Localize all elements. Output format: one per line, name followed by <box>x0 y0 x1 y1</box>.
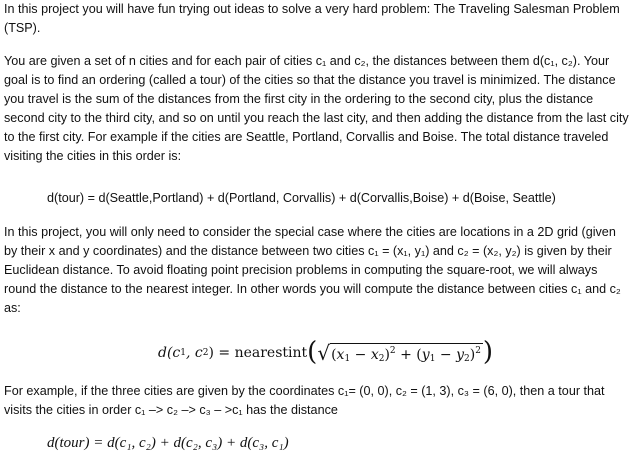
formula-lhs-close: ) <box>208 344 214 361</box>
term-y2-sub: 2 <box>463 353 470 364</box>
term-pow1: 2 <box>389 345 396 356</box>
term-x2-sub: 2 <box>378 353 385 364</box>
term-minus1: − <box>350 346 371 363</box>
problem-definition-paragraph: You are given a set of n cities and for each pair of cities c₁ and c₂, the distances between them d(c₁, c₂). Your goal is to find an ordering (called a tour) of the cities so that the distance you travel is minimized. The distance you travel is the sum of the distances from the first city in the ordering to the second city, plus the distance second city to the third city, and so on until you reach the last city, and then adding the distance from the last city to the first city. For example if the cities are Seattle, Portland, Corvallis and Boise. The total distance traveled visiting the cities in this order is: <box>4 54 629 163</box>
formula-lhs-d: d(c <box>158 344 181 361</box>
example-tour-equation: d(tour) = d(c₁, c₂) + d(c₂, c₃) + d(c₃, c₁) <box>47 435 289 451</box>
tour-distance-example-equation: d(tour) = d(Seattle,Portland) + d(Portland, Corvallis) + d(Corvallis,Boise) + d(Boise, Seattle) <box>47 191 556 205</box>
term-y2: y <box>456 346 464 363</box>
formula-open-paren: ( <box>307 337 318 367</box>
distance-formula: d(c 1 , c 2 ) = nearestint ( √ $(x_1 - x_2)^2 + (y_1 - y_2)^2$ ) <box>158 337 494 367</box>
sqrt-symbol: √ <box>317 340 331 365</box>
formula-close-paren: ) <box>482 337 494 367</box>
term-pow2: 2 <box>475 345 481 356</box>
formula-sqrt <box>317 340 483 365</box>
term-y1: y <box>421 346 430 363</box>
term-x1-sub: 1 <box>344 353 351 364</box>
formula-lhs-comma: , c <box>186 344 203 361</box>
term-plus: + <box>395 346 417 363</box>
formula-function: nearestint <box>234 344 308 361</box>
term-y1-sub: 1 <box>429 353 436 364</box>
term-minus2: − <box>435 346 457 363</box>
example-paragraph: For example, if the three cities are given by the coordinates c₁= (0, 0), c₂ = (1, 3), c₃ = (6, 0), then a tour that visits the cities in order c₁ –> c₂ –> c₃ – >c₁ has the distance <box>4 384 605 417</box>
euclidean-distance-paragraph: In this project, you will only need to consider the special case where the cities are locations in a 2D grid (given by their x and y coordinates) and the distance between two cities c₁ = (x₁, y₁) and c₂ = (x₂, y₂) is given by their Euclidean distance. To avoid floating point precision problems in computing the square-root, we will always round the distance to the nearest integer. In other words you will compute the distance between cities c₁ and c₂ as: <box>4 225 621 315</box>
intro-paragraph: In this project you will have fun trying out ideas to solve a very hard problem: The Traveling Salesman Problem (TSP). <box>4 2 620 35</box>
term-x2: x <box>370 346 379 363</box>
sqrt-body: $(x_1 - x_2)^2 + (y_1 - y_2)^2$ <box>330 343 483 364</box>
term-x1: x <box>336 346 345 363</box>
formula-equals: = <box>213 344 235 361</box>
